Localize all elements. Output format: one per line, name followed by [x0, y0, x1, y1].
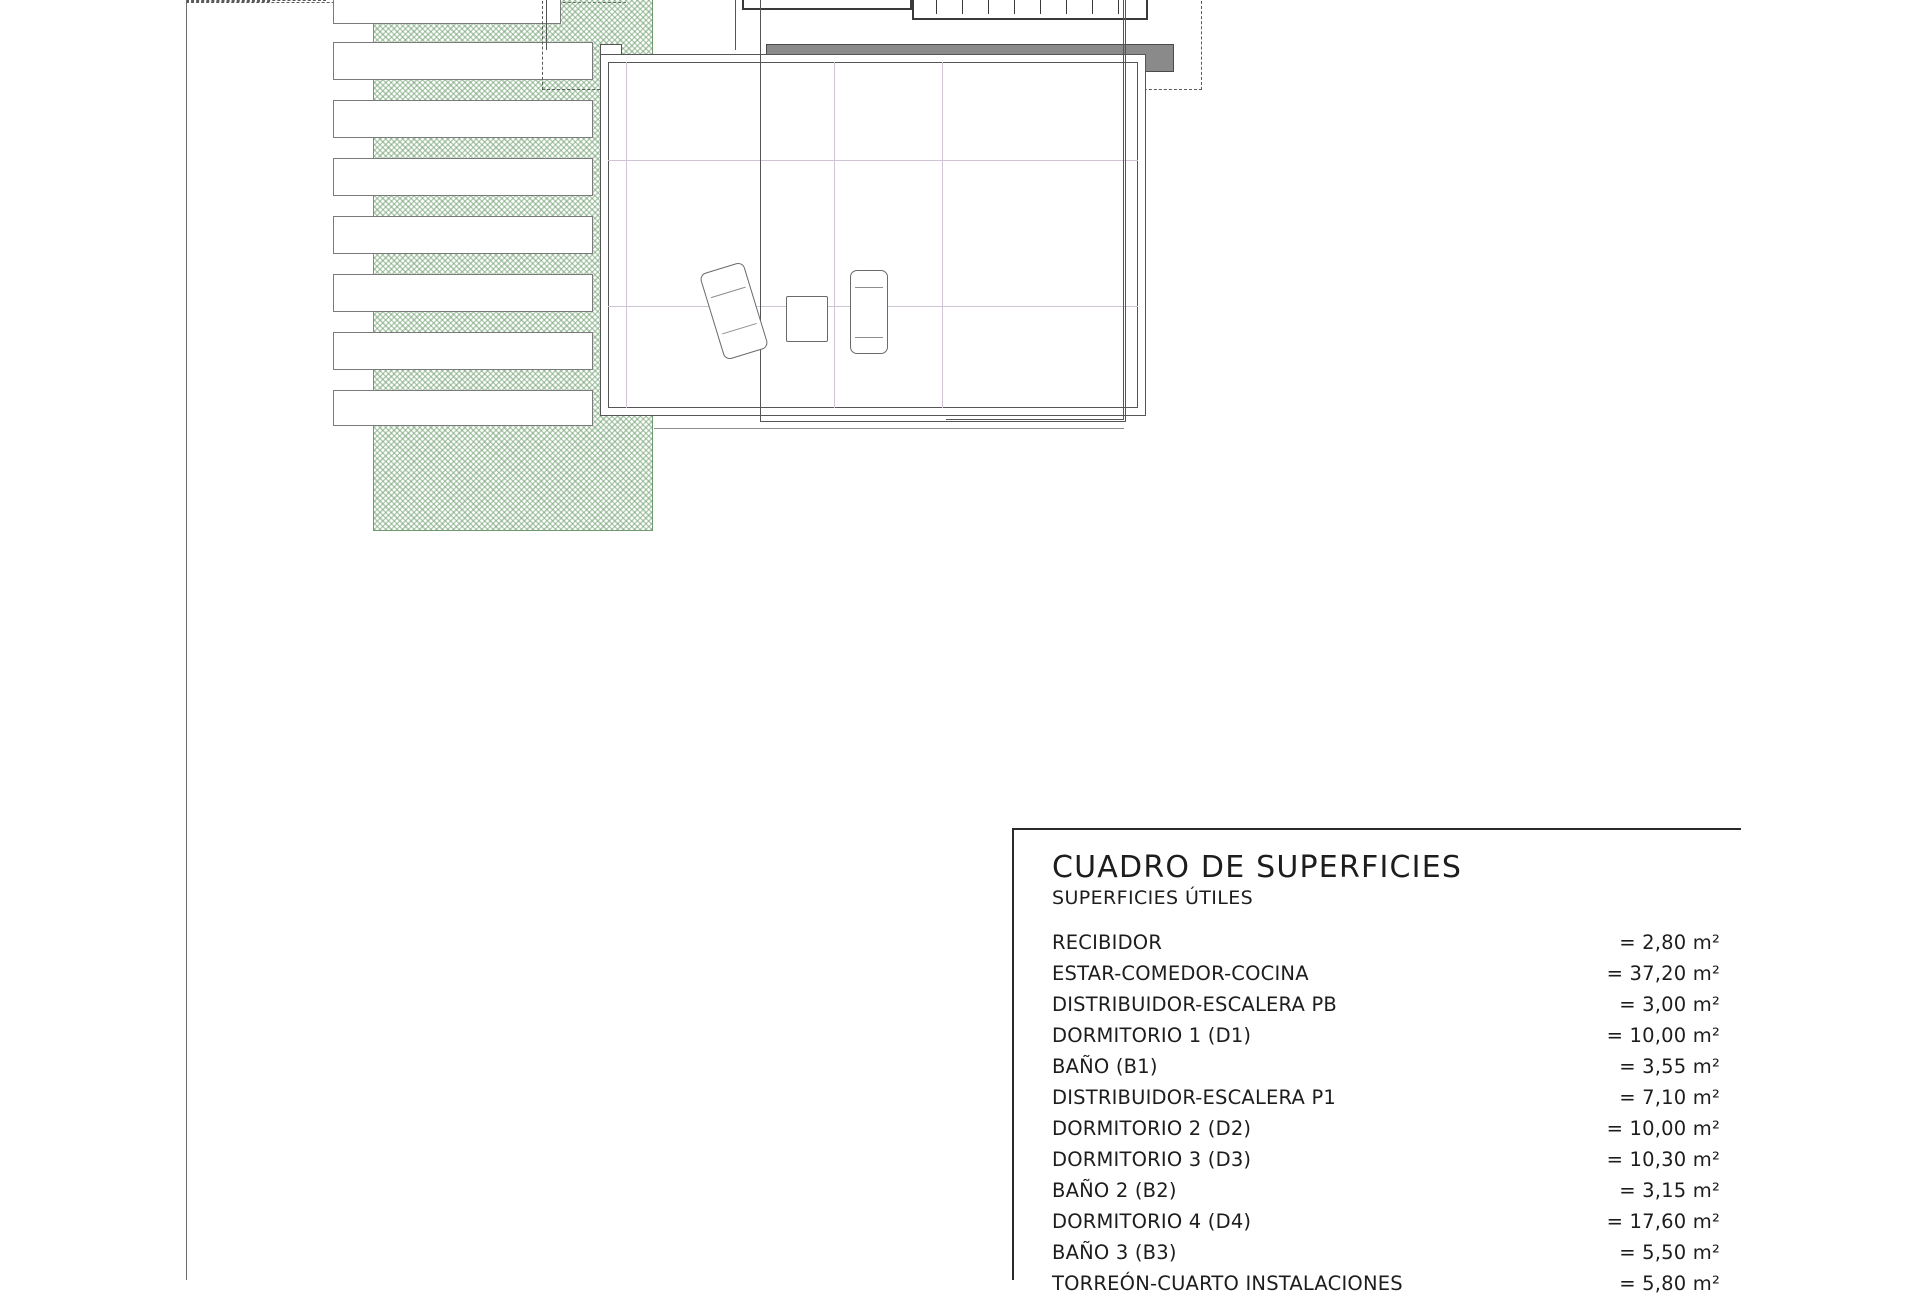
- table-row: [1052, 1144, 1720, 1175]
- surface-value: = 3,00 m²: [1619, 993, 1720, 1016]
- table-row: [1052, 1020, 1720, 1051]
- terrace-band: [333, 100, 593, 138]
- surface-value: = 17,60 m²: [1606, 1210, 1720, 1233]
- surface-value: = 10,00 m²: [1606, 1024, 1720, 1047]
- page-gutter-right: [1741, 0, 1920, 1280]
- surface-value: = 10,00 m²: [1606, 1117, 1720, 1140]
- table-row: [1052, 1206, 1720, 1237]
- surface-value: = 5,50 m²: [1619, 1241, 1720, 1264]
- surface-name: BAÑO 3 (B3): [1052, 1241, 1177, 1264]
- surface-value: = 2,80 m²: [1619, 931, 1720, 954]
- terrace-band: [333, 274, 593, 312]
- surfaces-table: [1012, 828, 1752, 1295]
- surface-value: = 3,55 m²: [1619, 1055, 1720, 1078]
- grid-line: [626, 62, 627, 408]
- terrace-band: [333, 158, 593, 196]
- table-row: [1052, 1237, 1720, 1268]
- table-row: [1052, 1268, 1720, 1299]
- surface-value: = 5,80 m²: [1619, 1272, 1720, 1295]
- plot-bottom-line: [654, 428, 1124, 429]
- surface-value: = 7,10 m²: [1619, 1086, 1720, 1109]
- surface-name: ESTAR-COMEDOR-COCINA: [1052, 962, 1309, 985]
- surface-value: = 3,15 m²: [1619, 1179, 1720, 1202]
- table-row: [1052, 958, 1720, 989]
- surface-name: DORMITORIO 2 (D2): [1052, 1117, 1252, 1140]
- plot-right-outline: [946, 0, 1124, 420]
- surface-name: DORMITORIO 3 (D3): [1052, 1148, 1252, 1171]
- storage-box: [786, 296, 828, 342]
- table-row: [1052, 989, 1720, 1020]
- surface-value: = 10,30 m²: [1606, 1148, 1720, 1171]
- surfaces-row-list: [1014, 927, 1750, 1299]
- surface-name: DISTRIBUIDOR-ESCALERA PB: [1052, 993, 1337, 1016]
- surface-name: BAÑO (B1): [1052, 1055, 1158, 1078]
- sheet-border-left: [186, 0, 187, 1280]
- table-row: [1052, 1113, 1720, 1144]
- terrace-band: [333, 216, 593, 254]
- surface-name: RECIBIDOR: [1052, 931, 1163, 954]
- page-gutter-left: [0, 0, 186, 1280]
- surfaces-table-subtitle: SUPERFICIES ÚTILES: [1052, 887, 1254, 909]
- table-row: [1052, 1051, 1720, 1082]
- surface-name: DORMITORIO 1 (D1): [1052, 1024, 1252, 1047]
- surface-name: DORMITORIO 4 (D4): [1052, 1210, 1252, 1233]
- terrace-band: [333, 0, 561, 24]
- surface-name: DISTRIBUIDOR-ESCALERA P1: [1052, 1086, 1337, 1109]
- floor-plan-drawing: [186, 0, 1741, 560]
- surface-name: BAÑO 2 (B2): [1052, 1179, 1177, 1202]
- table-row: [1052, 1082, 1720, 1113]
- upper-room-outline: [546, 0, 736, 50]
- terrace-band: [333, 390, 593, 426]
- table-row: [1052, 927, 1720, 958]
- surfaces-table-title: CUADRO DE SUPERFICIES: [1052, 850, 1463, 885]
- table-row: [1052, 1175, 1720, 1206]
- car-2: [850, 270, 888, 354]
- surface-name: TORREÓN-CUARTO INSTALACIONES: [1052, 1272, 1403, 1295]
- surface-value: = 37,20 m²: [1606, 962, 1720, 985]
- terrace-band: [333, 332, 593, 370]
